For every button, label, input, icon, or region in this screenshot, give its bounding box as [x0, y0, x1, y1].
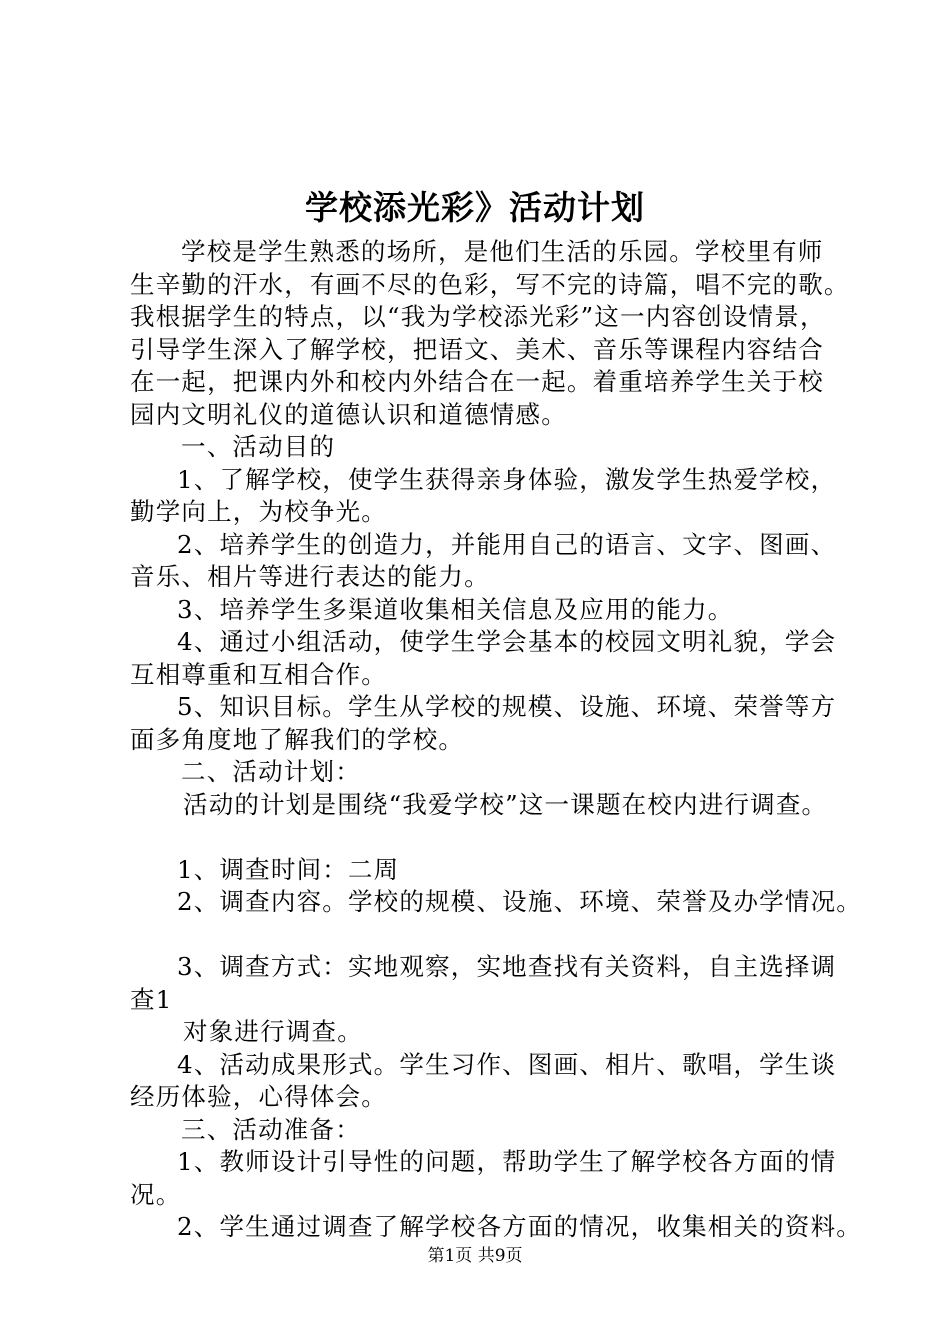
list-item: 3、调查方式：实地观察，实地查找有关资料，自主选择调 — [177, 952, 837, 981]
list-item: 4、活动成果形式。学生习作、图画、相片、歌唱，学生谈 — [177, 1049, 837, 1079]
list-item: 3、培养学生多渠道收集相关信息及应用的能力。 — [177, 594, 734, 624]
list-item-continued: 对象进行调查。 — [183, 1017, 363, 1046]
list-item: 1、调查时间：二周 — [177, 854, 400, 884]
paragraph-line: 引导学生深入了解学校，把语文、美术、音乐等课程内容结合 — [130, 334, 824, 364]
section-heading: 二、活动计划： — [181, 757, 361, 786]
list-item: 2、调查内容。学校的规模、设施、环境、荣誉及办学情况。 — [177, 887, 862, 916]
list-item-continued: 互相尊重和互相合作。 — [130, 659, 387, 689]
list-item-continued: 查1 — [130, 984, 173, 1014]
section-heading: 一、活动目的 — [181, 432, 336, 461]
list-item-continued: 勤学向上，为校争光。 — [130, 497, 387, 526]
list-item: 1、教师设计引导性的问题，帮助学生了解学校各方面的情 — [177, 1147, 837, 1176]
paragraph-line: 在一起，把课内外和校内外结合在一起。着重培养学生关于校 — [130, 367, 824, 396]
list-item-continued: 音乐、相片等进行表达的能力。 — [130, 562, 490, 591]
blank-line — [130, 919, 830, 952]
list-item-continued: 经历体验，心得体会。 — [130, 1082, 387, 1111]
paragraph-line: 生辛勤的汗水，有画不尽的色彩，写不完的诗篇，唱不完的歌。 — [130, 269, 850, 299]
paragraph-line: 活动的计划是围绕“我爱学校”这一课题在校内进行调查。 — [183, 789, 828, 819]
list-item-continued: 面多角度地了解我们的学校。 — [130, 724, 465, 754]
document-body — [130, 236, 862, 1244]
paragraph-line: 我根据学生的特点，以“我为学校添光彩”这一内容创设情景， — [130, 302, 826, 331]
paragraph-line: 园内文明礼仪的道德认识和道德情感。 — [130, 399, 567, 429]
document-title: 学校添光彩》活动计划 — [305, 188, 645, 227]
list-item: 1、了解学校，使学生获得亲身体验，激发学生热爱学校， — [177, 464, 837, 494]
list-item: 5、知识目标。学生从学校的规模、设施、环境、荣誉等方 — [177, 692, 837, 721]
paragraph-line: 学校是学生熟悉的场所，是他们生活的乐园。学校里有师 — [181, 237, 824, 266]
section-heading: 三、活动准备： — [181, 1114, 361, 1144]
page-footer: 第1页 共9页 — [427, 1246, 523, 1266]
list-item: 2、学生通过调查了解学校各方面的情况，收集相关的资料。 — [177, 1212, 862, 1241]
list-item: 4、通过小组活动，使学生学会基本的校园文明礼貌，学会 — [177, 627, 837, 656]
list-item: 2、培养学生的创造力，并能用自己的语言、文字、图画、 — [177, 529, 837, 559]
blank-line — [130, 821, 830, 854]
list-item-continued: 况。 — [130, 1179, 182, 1209]
